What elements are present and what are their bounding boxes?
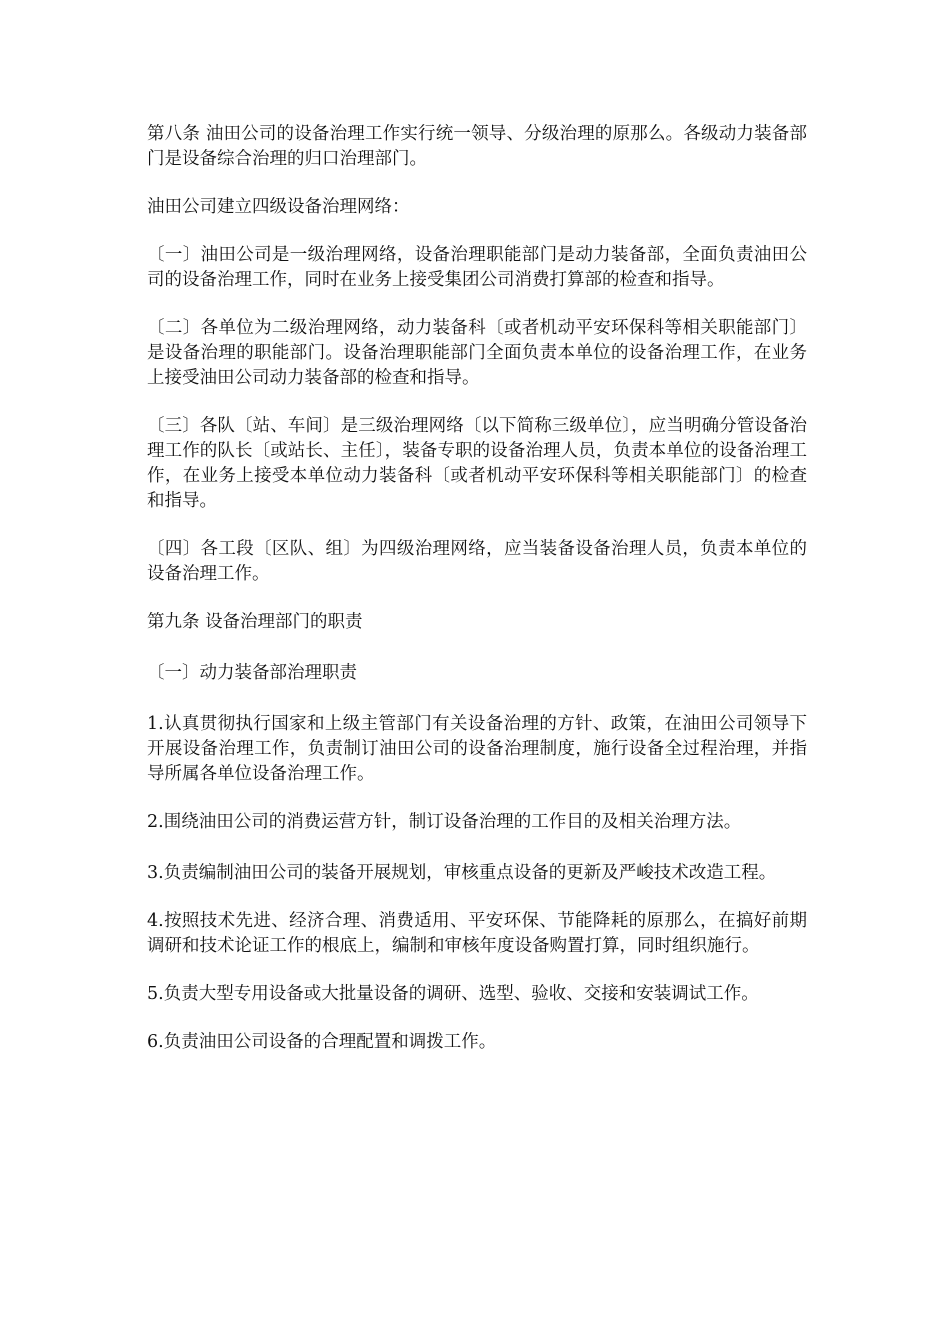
- duty-item-1: 1.认真贯彻执行国家和上级主管部门有关设备治理的方针、政策，在油田公司领导下开展设备治理工作，负责制订油田公司的设备治理制度，施行设备全过程治理，并指导所属各单位设备治理工作。: [147, 714, 807, 784]
- duty-item-4: 4.按照技术先进、经济合理、消费适用、平安环保、节能降耗的原那么，在搞好前期调研和技术论证工作的根底上，编制和审核年度设备购置打算，同时组织施行。: [147, 911, 807, 956]
- network-intro-paragraph: 油田公司建立四级设备治理网络：: [147, 197, 410, 217]
- article-8-paragraph: 第八条 油田公司的设备治理工作实行统一领导、分级治理的原那么。各级动力装备部门是设备综合治理的归口治理部门。: [147, 124, 807, 169]
- duty-item-5: 5.负责大型专用设备或大批量设备的调研、选型、验收、交接和安装调试工作。: [147, 984, 759, 1004]
- duty-item-6: 6.负责油田公司设备的合理配置和调拨工作。: [147, 1032, 497, 1052]
- level-3-network-paragraph: 〔三〕各队〔站、车间〕是三级治理网络〔以下简称三级单位〕，应当明确分管设备治理工作的队长〔或站长、主任〕，装备专职的设备治理人员，负责本单位的设备治理工作，在业务上接受本单位动力装备科〔或者机动平安环保科等相关职能部门〕的检查和指导。: [147, 416, 807, 511]
- level-1-network-paragraph: 〔一〕油田公司是一级治理网络，设备治理职能部门是动力装备部，全面负责油田公司的设备治理工作，同时在业务上接受集团公司消费打算部的检查和指导。: [147, 245, 807, 290]
- duty-item-3: 3.负责编制油田公司的装备开展规划，审核重点设备的更新及严峻技术改造工程。: [147, 863, 777, 883]
- duty-item-2: 2.围绕油田公司的消费运营方针，制订设备治理的工作目的及相关治理方法。: [147, 812, 742, 832]
- document-body: [147, 122, 807, 1078]
- level-4-network-paragraph: 〔四〕各工段〔区队、组〕为四级治理网络，应当装备设备治理人员，负责本单位的设备治理工作。: [147, 539, 807, 584]
- level-2-network-paragraph: 〔二〕各单位为二级治理网络，动力装备科〔或者机动平安环保科等相关职能部门〕是设备治理的职能部门。设备治理职能部门全面负责本单位的设备治理工作，在业务上接受油田公司动力装备部的检查和指导。: [147, 318, 807, 388]
- section-1-heading: 〔一〕动力装备部治理职责: [147, 663, 357, 683]
- article-9-heading: 第九条 设备治理部门的职责: [147, 612, 363, 632]
